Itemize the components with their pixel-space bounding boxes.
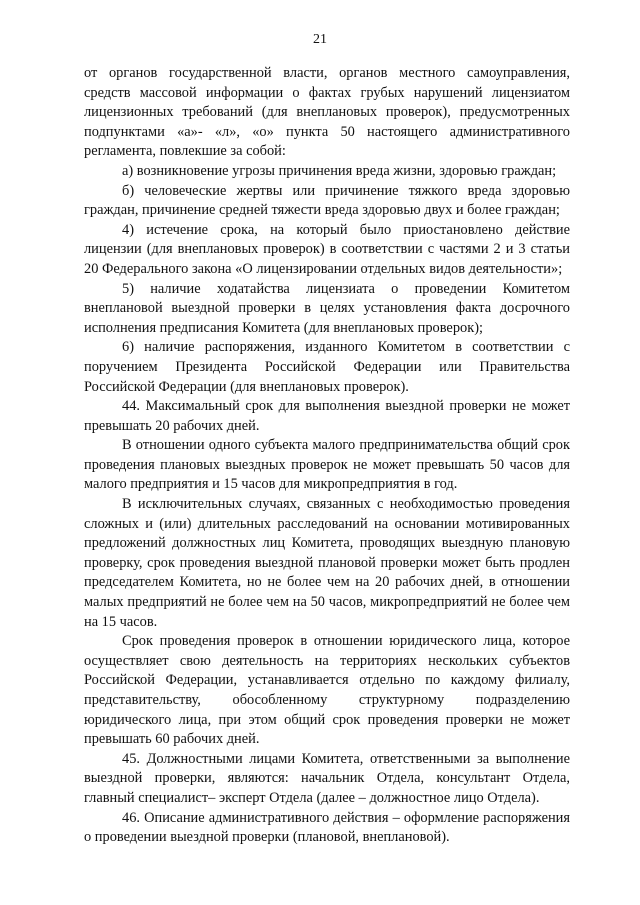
paragraph-44: 44. Максимальный срок для выполнения выездной проверки не может превышать 20 рабочих дней.	[84, 398, 570, 434]
paragraph-item-4: 4) истечение срока, на который было приостановлено действие лицензии (для внеплановых проверок) в соответствии с частями 2 и 3 статьи 20 Федерального закона «О лицензировании отдельных видов деятельности»;	[84, 221, 570, 277]
paragraph-multi-region: Срок проведения проверок в отношении юридического лица, которое осуществляет свою деятельность на территориях нескольких субъектов Российской Федерации, устанавливается отдельно по каждому филиалу, представительству, обособленному структурному подразделению юридического лица, при этом общий срок проведения проверки не может превышать 60 рабочих дней.	[84, 633, 570, 748]
paragraph-item-b: б) человеческие жертвы или причинение тяжкого вреда здоровью граждан, причинение средней тяжести вреда здоровью двух и более граждан;	[84, 182, 570, 219]
paragraph-45: 45. Должностными лицами Комитета, ответственными за выполнение выездной проверки, являются: начальник Отдела, консультант Отдела, главный специалист– эксперт Отдела (далее – должностное лицо Отдела).	[84, 750, 570, 806]
paragraph-exceptional-cases: В исключительных случаях, связанных с необходимостью проведения сложных и (или) длительных расследований на основании мотивированных предложений должностных лиц Комитета, проводящих выездную плановую проверку, срок проведения выездной плановой проверки может быть продлен председателем Комитета, но не более чем на 20 рабочих дней, в отношении малых предприятий не более чем на 50 часов, микропредприятий не более чем на 15 часов.	[84, 496, 570, 630]
paragraph-item-6: 6) наличие распоряжения, изданного Комитетом в соответствии с поручением Президента Российской Федерации или Правительства Российской Федерации (для внеплановых проверок).	[84, 339, 570, 395]
paragraph-item-a: а) возникновение угрозы причинения вреда жизни, здоровью граждан;	[122, 162, 557, 179]
paragraph-intro: от органов государственной власти, органов местного самоуправления, средств массовой информации о фактах грубых нарушений лицензиатом лицензионных требований (для внеплановых проверок), предусмотренных подпунктами «а»- «л», «о» пункта 50 настоящего административного регламента, повлекшие за собой:	[84, 65, 570, 160]
paragraph-46: 46. Описание административного действия – оформление распоряжения о проведении выездной проверки (плановой, внеплановой).	[84, 809, 570, 846]
paragraph-item-5: 5) наличие ходатайства лицензиата о проведении Комитетом внеплановой выездной проверки в целях установления факта досрочного исполнения предписания Комитета (для внеплановых проверок);	[84, 280, 570, 336]
paragraph-small-business: В отношении одного субъекта малого предпринимательства общий срок проведения плановых выездных проверок не может превышать 50 часов для малого предприятия и 15 часов для микропредприятия в год.	[84, 437, 570, 493]
document-body	[84, 64, 570, 848]
page-number: 21	[313, 32, 327, 47]
